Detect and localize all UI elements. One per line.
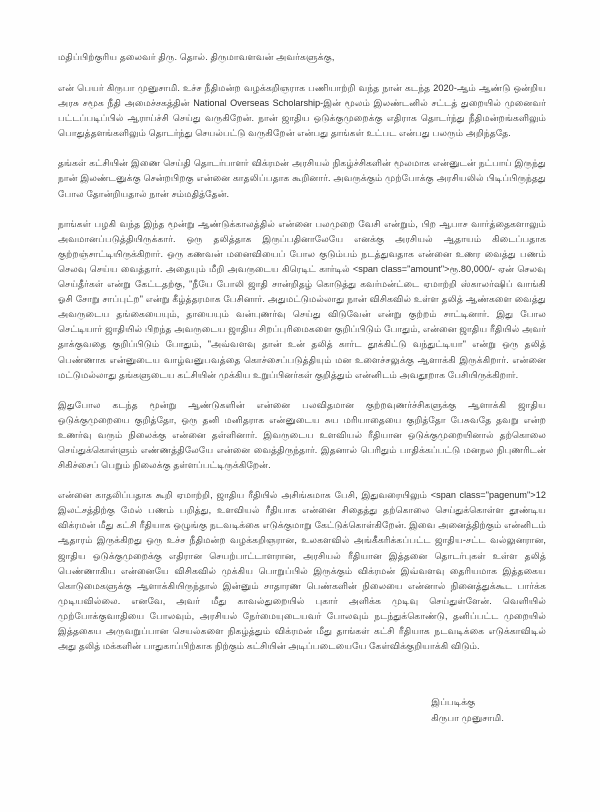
signature-inner (431, 694, 546, 726)
paragraph-introduction: என் பெயர் கிருபா முனுசாமி. உச்ச நீதிமன்ற வழக்கறிஞராக பணியாற்றி வந்த நான் கடந்த 2020-ஆம் ஆண்டு ஒன்றிய அரசு சமூக நீதி அமைச்சகத்தின் National Overseas Scholarship-இன் மூலம் இலண்டனில் சட்டத் துறையில் முனைவர் பட்டப்படிப்பில் ஆராய்ச்சி செய்து வருகிறேன். நான் ஜாதிய ஒடுக்குமுறைக்கு எதிராக தொடர்ந்து நீதிமன்றங்களிலும் பொதுத்தளங்களிலும் தொடர்ந்து செயல்பட்டு வருகிறேன் என்பது தாங்கள் உட்பட என்பது பலரும் அறிந்ததே. (58, 83, 546, 139)
paragraph-mental-health: இதுபோல கடந்த மூன்று ஆண்டுகளின் என்னை பலவிதமான குற்றவுணர்ச்சிகளுக்கு ஆளாக்கி ஜாதிய ஒடுக்குமுறையை குறித்தோ, ஒரு தனி மனிதராக என்னுடைய சுய மரியாதையை குறித்தோ பேசுவதே தவறு என்ற உணர்வு வரும் நிலைக்கு என்னை தள்ளினார். இவருடைய உளவியல் ரீதியான ஒடுக்குமுறையினால் தற்கொலை செய்துக்கொள்ளும் எண்ணத்திலேயே என்னை வைத்திருந்தார். இதனால் பெரிதும் பாதிக்கப்பட்டு மனநல நிபுணரிடன் சிகிச்சைப் பெறும் நிலைக்கு தள்ளப்பட்டிருக்கிறேன். (58, 399, 546, 471)
signature-name: கிருபா முனுசாமி. (431, 713, 504, 724)
paragraph-allegations: நாங்கள் பழகி வந்த இந்த மூன்று ஆண்டுக்காலத்தில் என்னை பலமுறை வேசி என்றும், பிற ஆபாச வார்த்தைகளாலும் அவமானப்படுத்தியிருக்கார். ஒரு தலித்தாக இருப்பதினாலேயே எனக்கு அரசியல் ஆதாயம் கிடைப்பதாக குற்றஞ்சாட்டியிருக்கிறார். ஒரு கணவன் மனைவியைப் போல குடும்பம் நடத்துவதாக என்னை உணர வைத்து பணம் செலவு செய்ய வைத்தார். அதையும் மீறி அவருடைய கிரெடிட் கார்டில் <span class="amount">ரூ.80,000/- ஏன் செலவு செய்தீர்கள் என்று கேட்டதற்கு, "நீயே போலி ஜாதி சான்றிதழ் கொடுத்து கவர்மன்ட்டை ஏமாற்றி ஸ்காலர்ஷிப் வாங்கி ஓசி சோறு சாப்புட்ற" என்று கீழ்த்தரமாக பேசினார். அதுமட்டுமல்லாது நான் விசிகவில் உள்ள தலித் ஆண்களை வைத்து அவருடைய தங்கையையும், தாயையும் வன்புணர்வு செய்து விடுவேன் என்று குற்றம் சாட்டினார். இது போல செட்டியார் ஜாதியில் பிறந்த அவருடைய ஜாதிய சிறப்புரிமைகளை குறிப்பிடும் போதும், என்னை ஜாதிய ரீதியில் அவர் தாக்குவதை குறிப்பிடும் போதும், "அவ்வளவு தான் உன் தலித் கார்ட தூக்கிட்டு வந்துட்டியா" என்று ஒரு தலித் பெண்ணாக என்னுடைய வாழ்வனுபவத்தை கொச்சைப்படுத்தியும் மன உளைச்சலுக்கு ஆளாக்கி இருக்கிறார். என்னை மட்டுமல்லாது தங்களுடைய கட்சியின் முக்கிய உறுப்பினர்கள் குறித்தும் என்னிடம் அவதூறாக பேசியிருக்கிறார். (58, 218, 546, 380)
document-body (58, 50, 546, 726)
salutation-line: மதிப்பிற்குரிய தலைவர் திரு. தொல். திருமாவளவன் அவர்களுக்கு, (58, 52, 335, 62)
paragraph-relationship: தங்கள் கட்சியின் இணை செய்தி தொடர்பாளர் விக்ரமன் அரசியல் நிகழ்ச்சிகளின் மூலமாக என்னுடன் நட்பாய் இருந்து நான் இலண்டனுக்கு சென்றபிறகு என்னை காதலிப்பதாக கூறினார். அவருக்கும் முற்போக்கு அரசியலில் பிடிப்பிருந்தது போல தோன்றியதால் நான் சம்மதித்தேன். (58, 158, 546, 199)
signature-closing: இப்படிக்கு (431, 697, 476, 708)
paragraph-demand: என்னை காதலிப்பதாக கூறி ஏமாற்றி, ஜாதிய ரீதியில் அசிங்கமாக பேசி, இதுவரையிலும் <span class="pagenum">12 இலட்சத்திற்கு மேல் பணம் பறித்து, உளவியல் ரீதியாக என்னை சிதைத்து தற்கொலை செய்துக்கொள்ள தூண்டிய விக்ரமன் மீது கட்சி ரீதியாக ஒழுங்கு நடவடிக்கை எடுக்குமாறு கேட்டுக்கொள்கிறேன். இவை அனைத்திற்கும் என்னிடம் ஆதாரம் இருக்கிறது ஒரு உச்ச நீதிமன்ற வழக்கறிஞரான, உலகளவில் அங்கீகரிக்கப்பட்ட ஜாதிய-சட்ட வல்லுனரான, ஜாதிய ஒடுக்குமுறைக்கு எதிரான செயற்பாட்டாளரான, அரசியல் ரீதியான இத்தனை தொடர்புகள் உள்ள தலித் பெண்ணாகிய என்னையே விசிகவில் முக்கிய பொறுப்பில் இருக்கும் விக்ரமன் இவ்வளவு தைரியமாக இத்தகைய கொடுமைகளுக்கு ஆளாக்கியிருந்தால் இன்னும் சாதாரண பெண்களின் நிலையை என்னால் நினைத்துக்கூட பார்க்க முடியவில்லை. எனவே, அவர் மீது காவல்துறையில் புகார் அளிக்க முடிவு செய்துள்ளேன். வெளியில் முற்போக்குவாதியை போலவும், அரசியல் நேர்மையுடையவர் போலவும் நடந்துக்கொண்டு, தனிப்பட்ட முறையில் இத்தகைய அருவறுப்பான செயல்களை நிகழ்த்தும் விக்ரமன் மீது தாங்கள் கட்சி ரீதியாக நடவடிக்கை எடுக்காவிடில் அது தலித் மக்களின் பாதுகாப்பிற்காக நிற்கும் கட்சியின் அடிப்படையையே கேள்விக்குறியாக்கி விடும். (58, 490, 547, 652)
signature-block (58, 694, 546, 726)
